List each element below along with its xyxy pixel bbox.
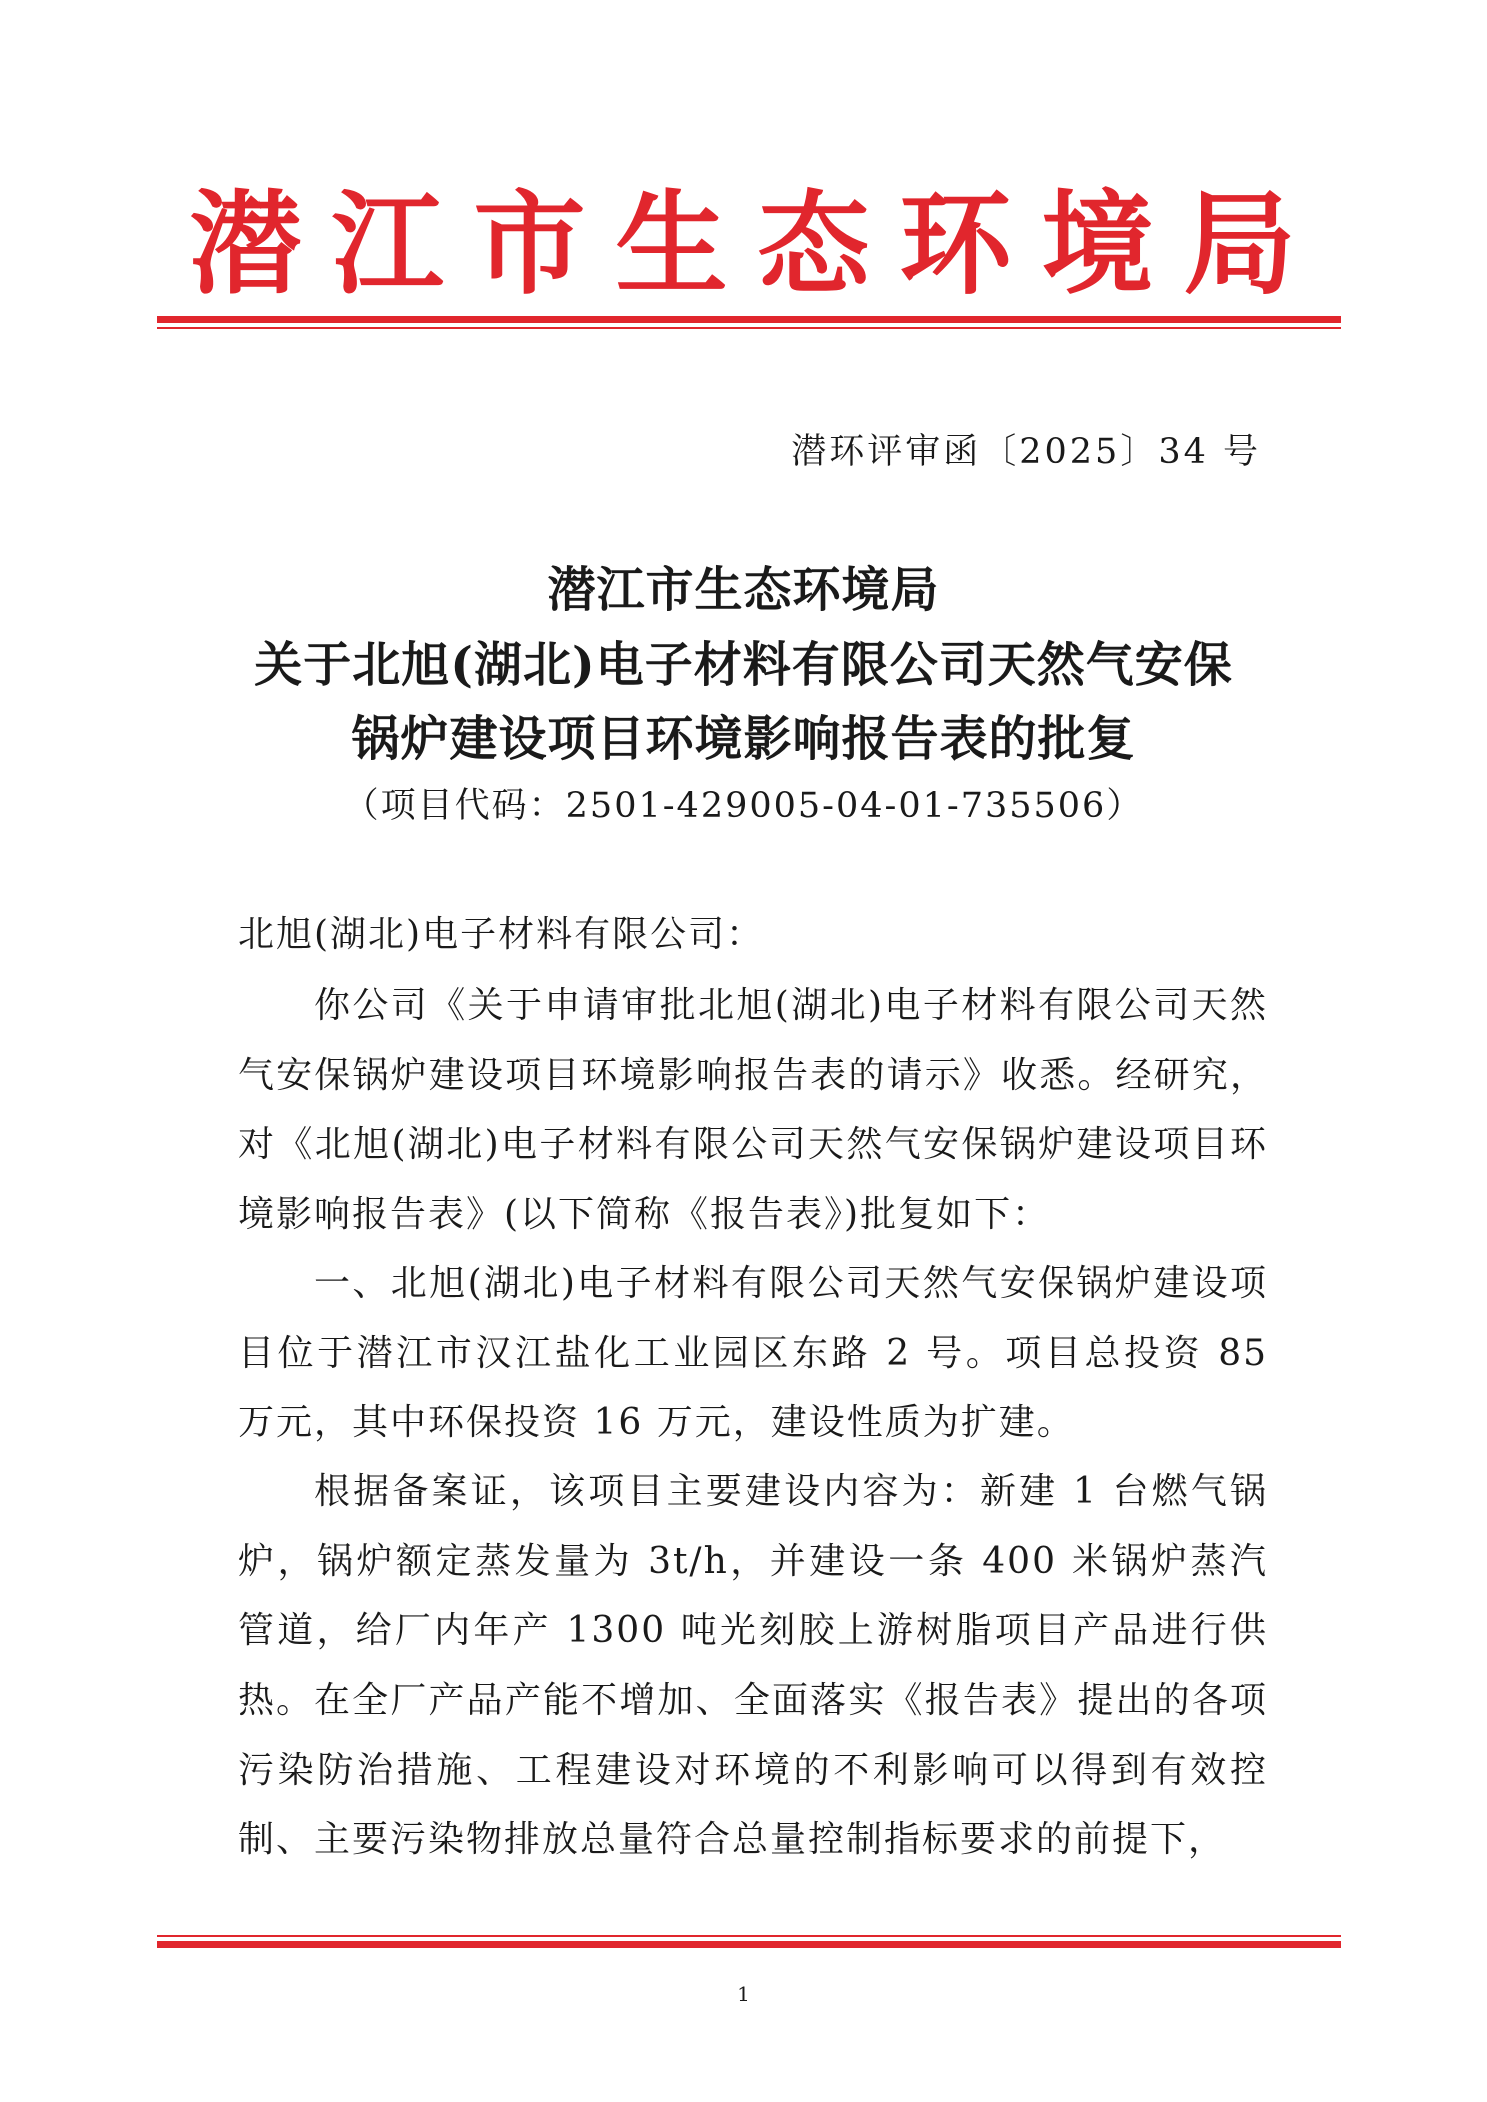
body-paragraph-4: 在全厂产品产能不增加、全面落实《报告表》提出的各项污染防治措施、工程建设对环境的不利影响可以得到有效控制、主要污染物排放总量符合总量控制指标要求的前提下， <box>238 1680 1268 1860</box>
letterhead-org-name: 潜江市生态环境局 <box>189 179 1326 310</box>
heading-line-2: 关于北旭(湖北)电子材料有限公司天然气安保 <box>254 637 1233 693</box>
heading-line-1: 潜江市生态环境局 <box>547 562 940 618</box>
footer-red-rule-thin <box>157 1935 1341 1937</box>
heading-line-3: 锅炉建设项目环境影响报告表的批复 <box>351 711 1136 767</box>
project-code: （项目代码：2501-429005-04-01-735506） <box>343 786 1144 826</box>
salutation: 北旭(湖北)电子材料有限公司： <box>238 914 765 955</box>
body-paragraph-2: 一、北旭(湖北)电子材料有限公司天然气安保锅炉建设项目位于潜江市汉江盐化工业园区东路 2 号。项目总投资 85 万元，其中环保投资 16 万元，建设性质为扩建。 <box>238 1263 1268 1443</box>
page-number: 1 <box>737 1982 750 2006</box>
letterhead-red-rule-thin <box>157 327 1341 329</box>
body-paragraph-1: 你公司《关于申请审批北旭(湖北)电子材料有限公司天然气安保锅炉建设项目环境影响报告表的请示》收悉。经研究，对《北旭(湖北)电子材料有限公司天然气安保锅炉建设项目环境影响报告表》(以下简称《报告表》)批复如下： <box>238 985 1268 1235</box>
letterhead-red-rule-thick <box>157 316 1341 323</box>
document-number: 潜环评审函〔2025〕34 号 <box>791 432 1261 472</box>
body-paragraph-3: 根据备案证，该项目主要建设内容为：新建 1 台燃气锅炉，锅炉额定蒸发量为 3t/h，并建设一条 400 米锅炉蒸汽管道，给厂内年产 1300 吨光刻胶上游树脂项目产品进行供热。 <box>238 1471 1268 1721</box>
footer-red-rule-thick <box>157 1941 1341 1948</box>
